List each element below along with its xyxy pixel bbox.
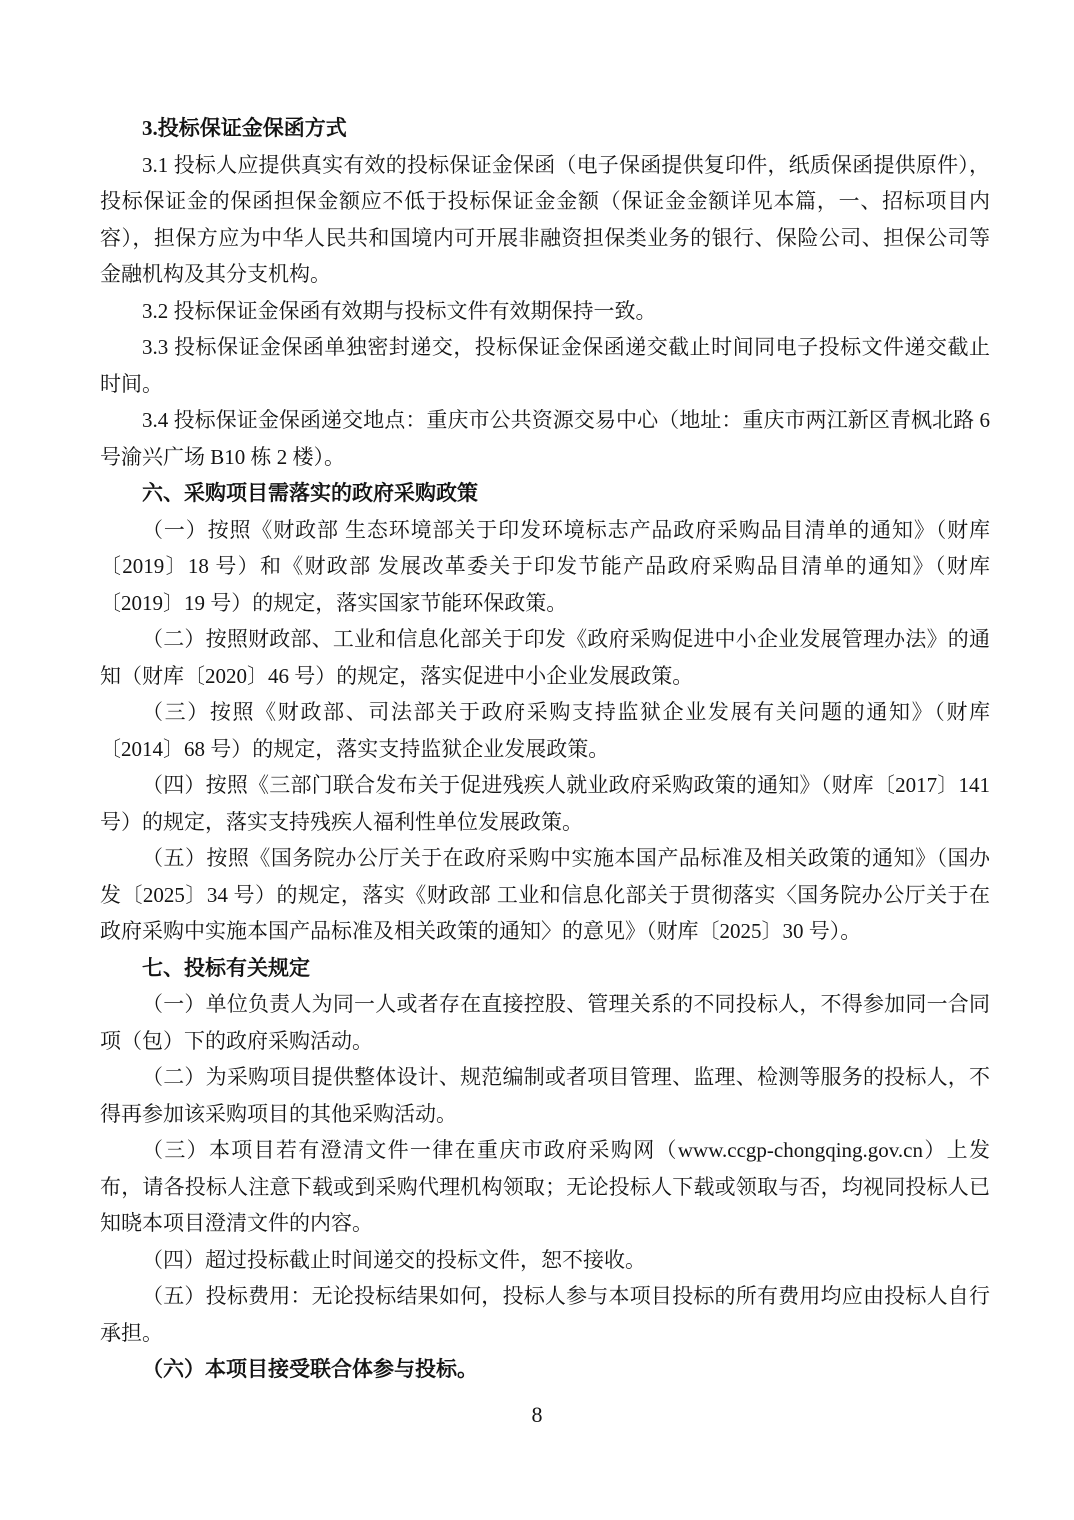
rule-item-6-consortium: （六）本项目接受联合体参与投标。 bbox=[142, 1357, 478, 1381]
section-heading-bidding-rules: 七、投标有关规定 bbox=[142, 955, 310, 980]
policy-item-5: （五）按照《国务院办公厅关于在政府采购中实施本国产品标准及相关政策的通知》（国办发〔2025〕34 号）的规定，落实《财政部 工业和信息化部关于贯彻落实〈国务院办公厅关于在政府采购中实施本国产品标准及相关政策的通知〉的意见》（财库〔2025〕30 号）。 bbox=[100, 846, 990, 943]
paragraph-3-2: 3.2 投标保证金保函有效期与投标文件有效期保持一致。 bbox=[142, 298, 657, 323]
paragraph-3-1: 3.1 投标人应提供真实有效的投标保证金保函（电子保函提供复印件，纸质保函提供原件），投标保证金的保函担保金额应不低于投标保证金金额（保证金金额详见本篇，一、招标项目内容），担保方应为中华人民共和国境内可开展非融资担保类业务的银行、保险公司、担保公司等金融机构及其分支机构。 bbox=[100, 152, 990, 286]
section-heading-bid-bond-guarantee: 3.投标保证金保函方式 bbox=[142, 116, 347, 140]
policy-item-4: （四）按照《三部门联合发布关于促进残疾人就业政府采购政策的通知》（财库〔2017〕141 号）的规定，落实支持残疾人福利性单位发展政策。 bbox=[100, 773, 990, 834]
policy-item-3: （三）按照《财政部、司法部关于政府采购支持监狱企业发展有关问题的通知》（财库〔2014〕68 号）的规定，落实支持监狱企业发展政策。 bbox=[100, 700, 990, 761]
policy-item-1: （一）按照《财政部 生态环境部关于印发环境标志产品政府采购品目清单的通知》（财库〔2019〕18 号）和《财政部 发展改革委关于印发节能产品政府采购品目清单的通知》（财库〔2019〕19 号）的规定，落实国家节能环保政策。 bbox=[100, 517, 990, 615]
rule-item-1: （一）单位负责人为同一人或者存在直接控股、管理关系的不同投标人，不得参加同一合同项（包）下的政府采购活动。 bbox=[100, 992, 990, 1053]
document-body bbox=[100, 110, 990, 1388]
rule-item-3: （三）本项目若有澄清文件一律在重庆市政府采购网（www.ccgp-chongqing.gov.cn）上发布，请各投标人注意下载或到采购代理机构领取；无论投标人下载或领取与否，均视同投标人已知晓本项目澄清文件的内容。 bbox=[100, 1138, 990, 1235]
rule-item-4: （四）超过投标截止时间递交的投标文件，恕不接收。 bbox=[142, 1247, 646, 1272]
paragraph-3-3: 3.3 投标保证金保函单独密封递交，投标保证金保函递交截止时间同电子投标文件递交截止时间。 bbox=[100, 335, 990, 396]
rule-item-2: （二）为采购项目提供整体设计、规范编制或者项目管理、监理、检测等服务的投标人，不得再参加该采购项目的其他采购活动。 bbox=[100, 1065, 990, 1126]
policy-item-2: （二）按照财政部、工业和信息化部关于印发《政府采购促进中小企业发展管理办法》的通知（财库〔2020〕46 号）的规定，落实促进中小企业发展政策。 bbox=[100, 627, 990, 688]
section-heading-procurement-policy: 六、采购项目需落实的政府采购政策 bbox=[142, 481, 478, 505]
rule-item-5: （五）投标费用：无论投标结果如何，投标人参与本项目投标的所有费用均应由投标人自行承担。 bbox=[100, 1284, 990, 1345]
page-number: 8 bbox=[531, 1402, 543, 1427]
paragraph-3-4: 3.4 投标保证金保函递交地点：重庆市公共资源交易中心（地址：重庆市两江新区青枫北路 6 号渝兴广场 B10 栋 2 楼）。 bbox=[100, 408, 990, 469]
